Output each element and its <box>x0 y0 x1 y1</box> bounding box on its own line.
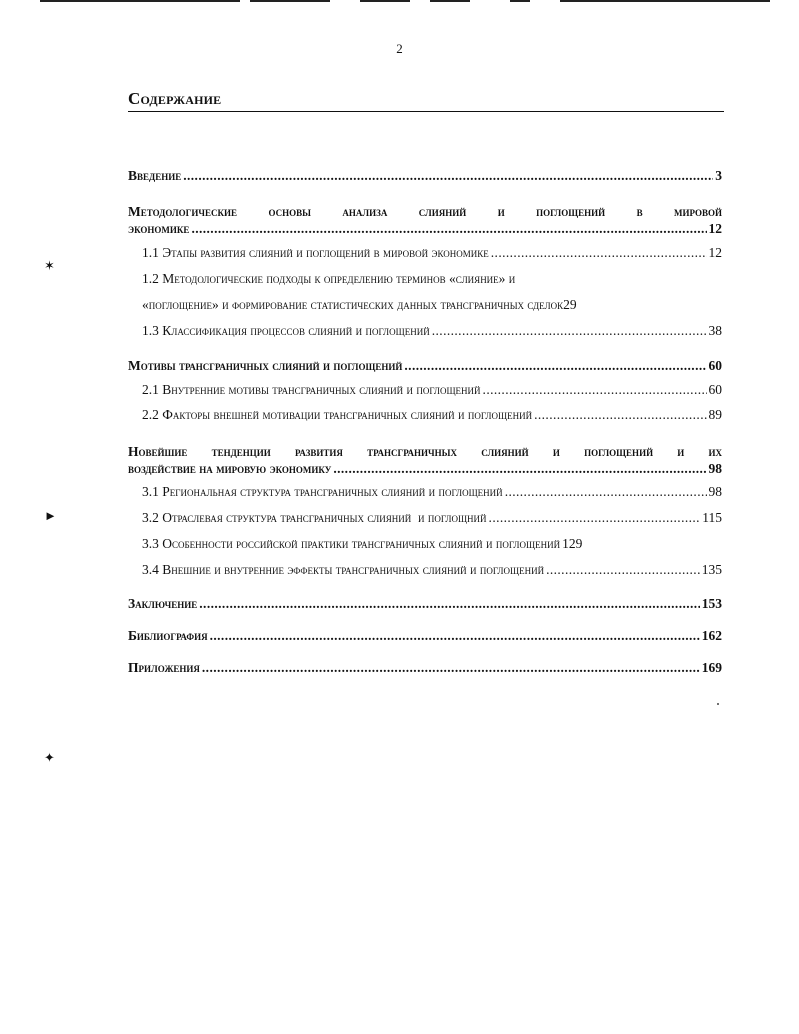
leader-dots <box>183 168 713 184</box>
toc-entry-label-line-1: Методологические основы анализа слияний и поглощений в мировой <box>128 204 722 219</box>
scan-edge-artifact <box>0 0 799 4</box>
toc-entry-appendices <box>128 660 722 676</box>
toc-entry-page: 98 <box>708 484 722 499</box>
leader-dots <box>489 509 701 527</box>
toc-entry-label: 1.3 Классификация процессов слияний и поглощений <box>142 323 430 338</box>
toc-entry-page: 115 <box>702 510 722 525</box>
scan-mark: ✶ <box>44 258 55 273</box>
toc-entry-label: 2.2 Факторы внешней мотивации трансграничных слияний и поглощений <box>142 407 533 422</box>
toc-entry-label: 1.1 Этапы развития слияний и поглощений в мировой экономике <box>142 245 489 260</box>
leader-dots <box>546 561 700 579</box>
toc-entry-section-3-3 <box>128 535 722 553</box>
leader-dots <box>534 406 706 424</box>
leader-dots <box>199 596 699 612</box>
toc-entry-section-2-1 <box>128 381 722 399</box>
toc-entry-bibliography <box>128 628 722 644</box>
toc-entry-label: Введение <box>128 168 182 183</box>
toc-entry-section-3-1 <box>128 483 722 501</box>
toc-entry-page: 29 <box>563 297 577 312</box>
leader-dots <box>404 358 706 374</box>
toc-entry-page: 162 <box>701 628 722 643</box>
toc-entry-label: 2.1 Внутренние мотивы трансграничных слияний и поглощений <box>142 382 481 397</box>
toc-entry-label: Заключение <box>128 596 198 611</box>
toc-entry-label: 3.2 Отраслевая структура трансграничных слияний и поглощний <box>142 510 487 525</box>
scan-mark: ✦ <box>44 750 55 765</box>
toc-entry-label-line-2: экономике <box>128 221 190 236</box>
leader-dots <box>333 460 706 477</box>
toc-entry-page: 98 <box>708 461 722 476</box>
toc-entry-page: 12 <box>708 221 722 236</box>
toc-entry-chapter-3 <box>128 443 722 477</box>
toc-entry-section-1-2 <box>128 270 722 314</box>
scan-mark: ► <box>44 508 57 523</box>
toc-entry-page: 3 <box>715 168 722 183</box>
leader-dots <box>483 381 707 399</box>
toc-entry-page: 60 <box>708 358 722 373</box>
toc-entry-label: 3.1 Региональная структура трансграничных слияний и поглощений <box>142 484 503 499</box>
toc-entry-page: 60 <box>708 382 722 397</box>
toc-entry-section-1-1 <box>128 244 722 262</box>
toc-entry-page: 89 <box>708 407 722 422</box>
toc-entry-section-2-2 <box>128 406 722 424</box>
leader-dots <box>491 244 707 262</box>
toc-entry-label: Библиография <box>128 628 208 643</box>
toc-entry-label-line-1: Новейшие тенденции развития трансграничных слияний и поглощений и их <box>128 444 722 459</box>
toc-entry-page: 38 <box>708 323 722 338</box>
leader-dots <box>432 322 707 340</box>
leader-dots <box>210 628 700 644</box>
toc-entry-page: 169 <box>701 660 722 675</box>
toc-entry-section-3-2 <box>128 509 722 527</box>
page-number: 2 <box>396 41 403 56</box>
toc-entry-page: 153 <box>701 596 722 611</box>
toc-entry-chapter-2 <box>128 358 722 374</box>
toc-entry-label: Приложения <box>128 660 200 675</box>
page-title: Содержание <box>128 88 724 112</box>
toc-entry-label: Мотивы трансграничных слияний и поглощений <box>128 358 403 373</box>
leader-dots <box>191 220 706 237</box>
toc-entry-label-line-2: «поглощение» и формирование статистических данных трансграничных сделок <box>142 297 564 312</box>
toc-entry-chapter-1 <box>128 203 722 237</box>
leader-dots <box>505 483 707 501</box>
toc-entry-introduction <box>128 168 722 184</box>
toc-entry-page: 129 <box>562 536 583 551</box>
toc-entry-section-1-3 <box>128 322 722 340</box>
toc-entry-conclusion <box>128 596 722 612</box>
toc-entry-page: 12 <box>708 245 722 260</box>
scan-speck <box>717 703 719 705</box>
toc-entry-label-line-2: воздействие на мировую экономику <box>128 461 332 476</box>
toc-entry-label: 3.4 Внешние и внутренние эффекты трансграничных слияний и поглощений <box>142 562 545 577</box>
toc-entry-page: 135 <box>701 562 722 577</box>
toc-entry-section-3-4 <box>128 561 722 579</box>
toc-entry-label-line-1: 1.2 Методологические подходы к определению терминов «слияние» и <box>142 271 516 286</box>
toc-entry-label: 3.3 Особенности российской практики трансграничных слияний и поглощений <box>142 536 561 551</box>
leader-dots <box>202 660 700 676</box>
